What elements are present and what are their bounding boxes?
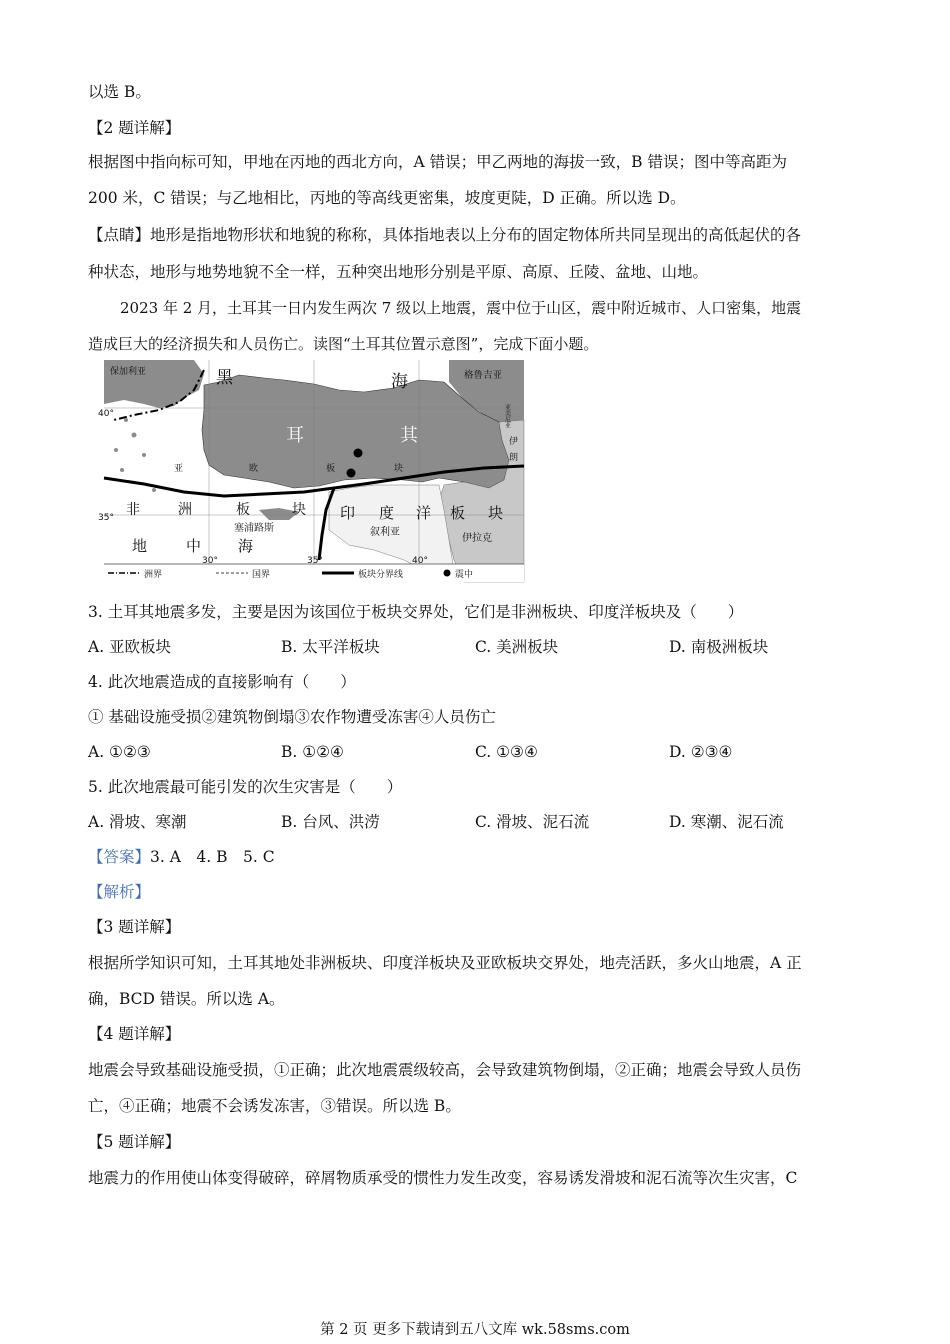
text-line: 2023 年 2 月，土耳其一日内发生两次 7 级以上地震，震中位于山区，震中附近城市、人口密集，地震	[120, 299, 802, 317]
analysis-tag: 【解析】	[88, 883, 151, 901]
text-line: 200 米，C 错误；与乙地相比，丙地的等高线更密集，坡度更陡，D 正确。所以选 D。	[88, 189, 686, 207]
label-yin: 印	[340, 504, 356, 522]
label-turkey-2: 耳	[286, 425, 304, 446]
answer-values: 3. A 4. B 5. C	[150, 848, 275, 866]
epicenter-marker	[347, 469, 356, 478]
label-ban2: 板	[236, 502, 250, 518]
text-line: 根据所学知识可知，土耳其地处非洲板块、印度洋板块及亚欧板块交界处，地壳活跃，多火山地震，A 正	[88, 954, 802, 972]
text-line: 【点睛】地形是指地物形状和地貌的称称，具体指地表以上分布的固定物体所共同呈现出的高低起伏的各	[88, 226, 802, 244]
label-iran-2: 朗	[509, 453, 519, 463]
page-footer: 第 2 页 更多下载请到五八文库 wk.58sms.com	[320, 1322, 630, 1338]
q4-option-b: B. ①②④	[281, 743, 344, 761]
label-turkey-1: 土	[184, 425, 202, 446]
legend-continent-boundary: 洲界	[144, 570, 163, 580]
section-heading: 【3 题详解】	[88, 918, 181, 936]
label-turkey-3: 其	[400, 425, 418, 446]
q3-option-b: B. 太平洋板块	[281, 638, 380, 656]
section-heading: 【2 题详解】	[88, 119, 181, 137]
legend-epicenter: 震中	[455, 570, 474, 580]
text-line: 根据图中指向标可知，甲地在丙地的西北方向，A 错误；甲乙两地的海拔一致，B 错误；图中等高距为	[88, 153, 787, 171]
text-line: 地震会导致基础设施受损，①正确；此次地震震级较高，会导致建筑物倒塌，②正确；地震会导致人员伤	[88, 1061, 802, 1079]
q5-option-d: D. 寒潮、泥石流	[669, 813, 784, 831]
label-zhou: 洲	[178, 502, 192, 518]
label-syria: 叙利亚	[370, 527, 400, 538]
label-kuai3: 块	[488, 504, 504, 522]
label-iran-1: 伊	[509, 437, 519, 447]
q4-option-c: C. ①③④	[475, 743, 538, 761]
question-3: 3. 土耳其地震多发，主要是因为该国位于板块交界处，它们是非洲板块、印度洋板块及（ ）	[88, 603, 744, 621]
section-heading: 【5 题详解】	[88, 1133, 181, 1151]
question-5: 5. 此次地震最可能引发的次生灾害是（ ）	[88, 778, 403, 796]
label-zhong: 中	[186, 537, 202, 555]
label-cyprus: 塞浦路斯	[234, 523, 274, 534]
label-georgia: 格鲁吉亚	[464, 370, 503, 381]
label-ban: 板	[326, 464, 336, 474]
text-line: 以选 B。	[88, 83, 151, 101]
turkey-location-map	[98, 360, 524, 582]
label-fei: 非	[126, 502, 140, 518]
label-lat-40: 40°	[98, 409, 114, 419]
label-du: 度	[379, 504, 395, 522]
label-lon-40: 40°	[412, 556, 428, 566]
q4-option-d: D. ②③④	[669, 743, 733, 761]
label-lat-35: 35°	[98, 513, 114, 523]
label-bulgaria: 保加利亚	[110, 367, 147, 377]
label-kuai2: 块	[292, 502, 306, 518]
label-armenia: 亚美尼亚	[503, 404, 511, 428]
legend-national-border: 国界	[252, 570, 271, 580]
label-di: 地	[132, 537, 148, 555]
label-black-sea-2: 海	[391, 372, 408, 392]
q3-option-a: A. 亚欧板块	[88, 638, 172, 656]
label-ban3: 板	[450, 504, 466, 522]
q3-option-c: C. 美洲板块	[475, 638, 559, 656]
text-line: 种状态，地形与地势地貌不全一样，五种突出地形分别是平原、高原、丘陵、盆地、山地。	[88, 263, 709, 281]
q5-option-b: B. 台风、洪涝	[281, 813, 380, 831]
text-line: 亡，④正确；地震不会诱发冻害，③错误。所以选 B。	[88, 1097, 461, 1115]
label-yang: 洋	[416, 504, 432, 522]
label-kuai: 块	[394, 464, 404, 474]
question-4-statements: ① 基础设施受损②建筑物倒塌③农作物遭受冻害④人员伤亡	[88, 708, 496, 726]
section-heading: 【4 题详解】	[88, 1025, 181, 1043]
text-line: 确，BCD 错误。所以选 A。	[88, 990, 285, 1008]
answer-tag: 【答案】	[88, 848, 151, 866]
label-ou: 欧	[249, 464, 259, 474]
question-4: 4. 此次地震造成的直接影响有（ ）	[88, 673, 356, 691]
text-line: 地震力的作用使山体变得破碎，碎屑物质承受的惯性力发生改变，容易诱发滑坡和泥石流等次生灾害，C	[88, 1169, 798, 1187]
q5-option-a: A. 滑坡、寒潮	[88, 813, 187, 831]
label-hai: 海	[238, 537, 254, 555]
label-black-sea-1: 黑	[216, 368, 233, 388]
text-line: 造成巨大的经济损失和人员伤亡。读图“土耳其位置示意图”，完成下面小题。	[88, 335, 599, 353]
q4-option-a: A. ①②③	[88, 743, 151, 761]
label-lon-35: 35°	[307, 556, 323, 566]
answer-line	[88, 847, 862, 867]
label-iraq: 伊拉克	[462, 533, 492, 544]
epicenter-marker	[354, 449, 363, 458]
legend-plate-boundary: 板块分界线	[358, 570, 404, 580]
label-ya: 亚	[174, 464, 184, 474]
q5-option-c: C. 滑坡、泥石流	[475, 813, 590, 831]
label-lon-30: 30°	[202, 556, 218, 566]
q3-option-d: D. 南极洲板块	[669, 638, 769, 656]
